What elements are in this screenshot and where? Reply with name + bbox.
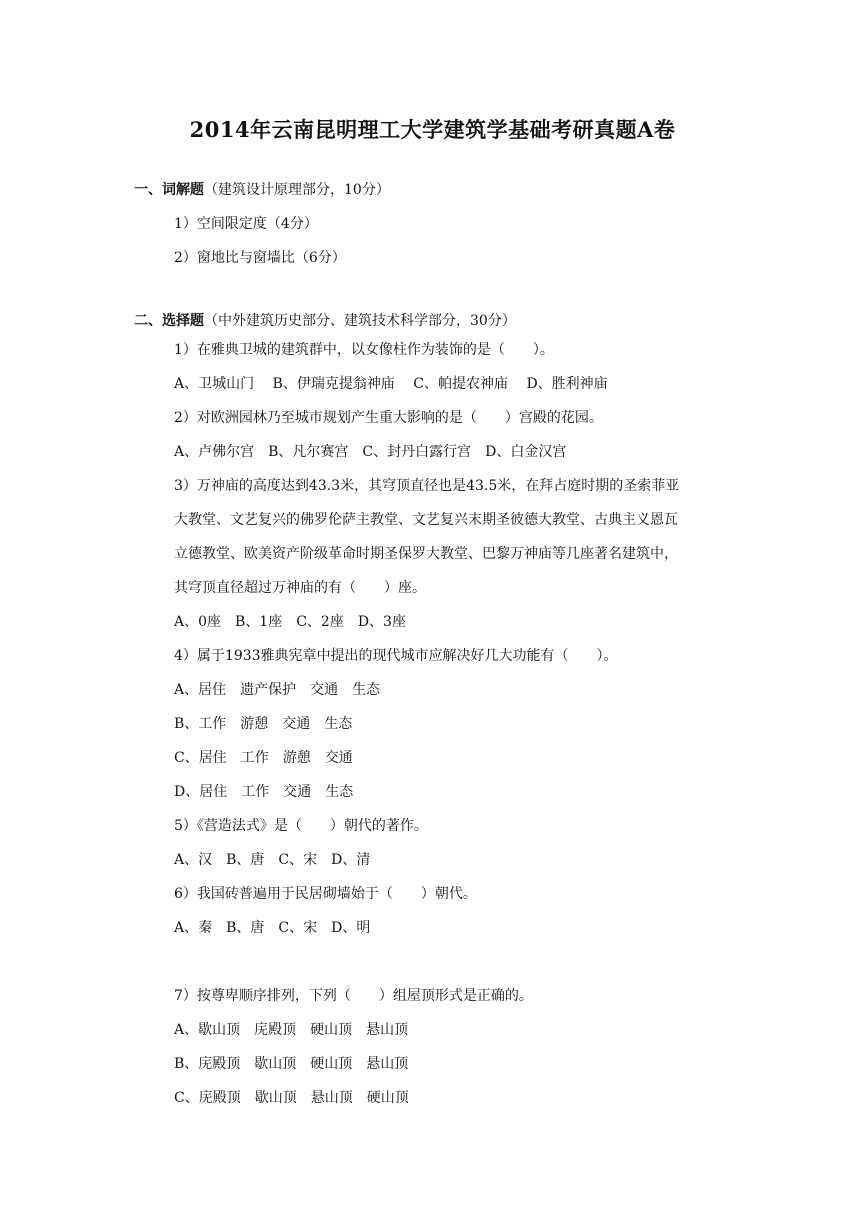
options-2-3: A、0座 B、1座 C、2座 D、3座 <box>174 614 406 630</box>
section-2-heading <box>134 311 516 331</box>
question-2-5: 5）《营造法式》是（ ）朝代的著作。 <box>174 818 428 834</box>
option-2-7-a: A、歇山顶 庑殿顶 硬山顶 悬山顶 <box>174 1022 409 1038</box>
option-2-4-c: C、居住 工作 游憩 交通 <box>174 750 353 766</box>
option-2-4-b: B、工作 游憩 交通 生态 <box>174 716 353 732</box>
section-1-heading <box>134 180 390 200</box>
options-2-1: A、卫城山门 B、伊瑞克提翁神庙 C、帕提农神庙 D、胜利神庙 <box>174 376 608 392</box>
section-1-note: （建筑设计原理部分，10分） <box>204 182 390 198</box>
question-2-3-line-4: 其穹顶直径超过万神庙的有（ ）座。 <box>174 580 426 596</box>
section-2-note: （中外建筑历史部分、建筑技术科学部分，30分） <box>204 313 516 329</box>
options-2-5: A、汉 B、唐 C、宋 D、清 <box>174 852 371 868</box>
question-1-2: 2）窗地比与窗墙比（6分） <box>174 250 346 266</box>
question-2-3-line-1: 3）万神庙的高度达到43.3米，其穹顶直径也是43.5米，在拜占庭时期的圣索菲亚 <box>174 478 680 494</box>
section-1-label: 一、词解题 <box>134 182 204 198</box>
question-2-3-line-3: 立德教堂、欧美资产阶级革命时期圣保罗大教堂、巴黎万神庙等几座著名建筑中， <box>174 546 678 562</box>
question-2-1: 1）在雅典卫城的建筑群中，以女像柱作为装饰的是（ ）。 <box>174 342 554 358</box>
question-2-2: 2）对欧洲园林乃至城市规划产生重大影响的是（ ）宫殿的花园。 <box>174 410 603 426</box>
option-2-7-c: C、庑殿顶 歇山顶 悬山顶 硬山顶 <box>174 1090 409 1106</box>
option-2-7-b: B、庑殿顶 歇山顶 硬山顶 悬山顶 <box>174 1056 409 1072</box>
question-2-4: 4）属于1933雅典宪章中提出的现代城市应解决好几大功能有（ ）。 <box>174 648 618 664</box>
question-1-1: 1）空间限定度（4分） <box>174 216 318 232</box>
option-2-4-d: D、居住 工作 交通 生态 <box>174 784 354 800</box>
options-2-2: A、卢佛尔宫 B、凡尔赛宫 C、封丹白露行宫 D、白金汉宫 <box>174 444 567 460</box>
option-2-4-a: A、居住 遗产保护 交通 生态 <box>174 682 381 698</box>
page-title: 2014年云南昆明理工大学建筑学基础考研真题A卷 <box>189 117 676 142</box>
question-2-6: 6）我国砖普遍用于民居砌墙始于（ ）朝代。 <box>174 886 477 902</box>
options-2-6: A、秦 B、唐 C、宋 D、明 <box>174 920 371 936</box>
question-2-3-line-2: 大教堂、文艺复兴的佛罗伦萨主教堂、文艺复兴末期圣彼德大教堂、古典主义恩瓦 <box>174 512 678 528</box>
question-2-7: 7）按尊卑顺序排列，下列（ ）组屋顶形式是正确的。 <box>174 988 533 1004</box>
section-2-label: 二、选择题 <box>134 313 204 329</box>
